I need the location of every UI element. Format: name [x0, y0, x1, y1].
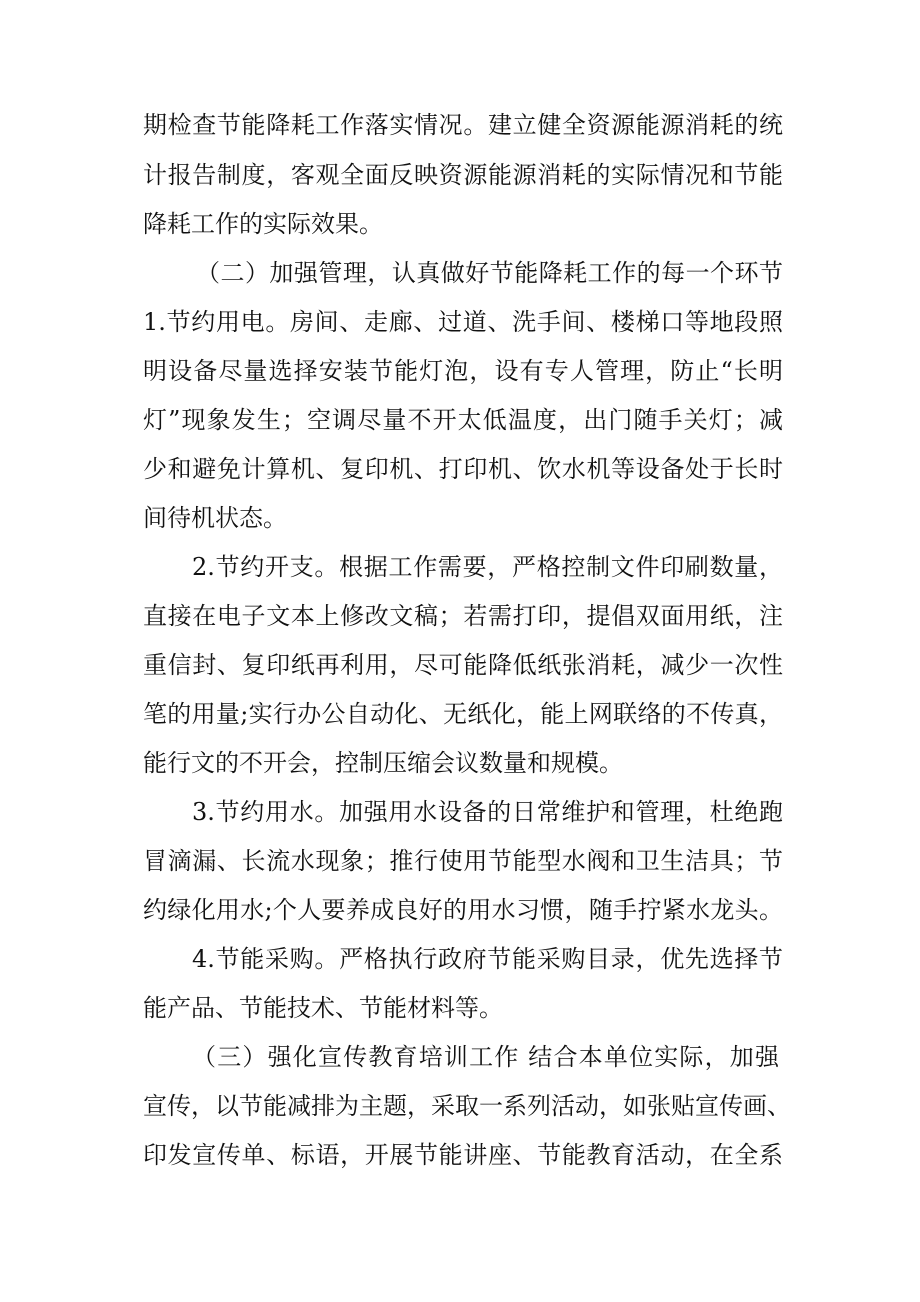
- text-line-14: 能行文的不开会，控制压缩会议数量和规模。: [143, 749, 623, 777]
- text-line-16: 冒滴漏、长流水现象；推行使用节能型水阀和卫生洁具；节: [143, 847, 783, 875]
- text-line-7: 灯”现象发生；空调尽量不开太低温度，出门随手关灯；减: [143, 406, 783, 434]
- text-line-15: 3.节约用水。加强用水设备的日常维护和管理，杜绝跑: [192, 798, 783, 826]
- text-line-2: 计报告制度，客观全面反映资源能源消耗的实际情况和节能: [143, 161, 783, 189]
- text-line-18: 4.节能采购。严格执行政府节能采购目录，优先选择节: [192, 945, 783, 973]
- text-line-19: 能产品、节能技术、节能材料等。: [143, 994, 503, 1022]
- text-line-21: 宣传，以节能减排为主题，采取一系列活动，如张贴宣传画、: [143, 1092, 791, 1120]
- text-line-6: 明设备尽量选择安装节能灯泡，设有专人管理，防止“长明: [143, 357, 783, 385]
- text-line-22: 印发宣传单、标语，开展节能讲座、节能教育活动，在全系: [143, 1141, 783, 1169]
- text-line-3: 降耗工作的实际效果。: [143, 210, 383, 238]
- text-line-9: 间待机状态。: [143, 504, 287, 532]
- text-line-8: 少和避免计算机、复印机、打印机、饮水机等设备处于长时: [143, 455, 783, 483]
- text-line-17: 约绿化用水;个人要养成良好的用水习惯，随手拧紧水龙头。: [143, 896, 783, 924]
- text-line-12: 重信封、复印纸再利用，尽可能降低纸张消耗，减少一次性: [143, 651, 783, 679]
- text-line-5: 1.节约用电。房间、走廊、过道、洗手间、楼梯口等地段照: [143, 308, 783, 336]
- text-line-1: 期检查节能降耗工作落实情况。建立健全资源能源消耗的统: [143, 111, 783, 139]
- section-heading-3: （三）强化宣传教育培训工作 结合本单位实际，加强: [192, 1043, 779, 1071]
- text-line-11: 直接在电子文本上修改文稿；若需打印，提倡双面用纸，注: [143, 602, 783, 630]
- text-line-10: 2.节约开支。根据工作需要，严格控制文件印刷数量，: [192, 553, 783, 581]
- section-heading-2: （二）加强管理，认真做好节能降耗工作的每一个环节: [196, 259, 783, 287]
- text-line-13: 笔的用量;实行办公自动化、无纸化，能上网联络的不传真，: [143, 700, 783, 728]
